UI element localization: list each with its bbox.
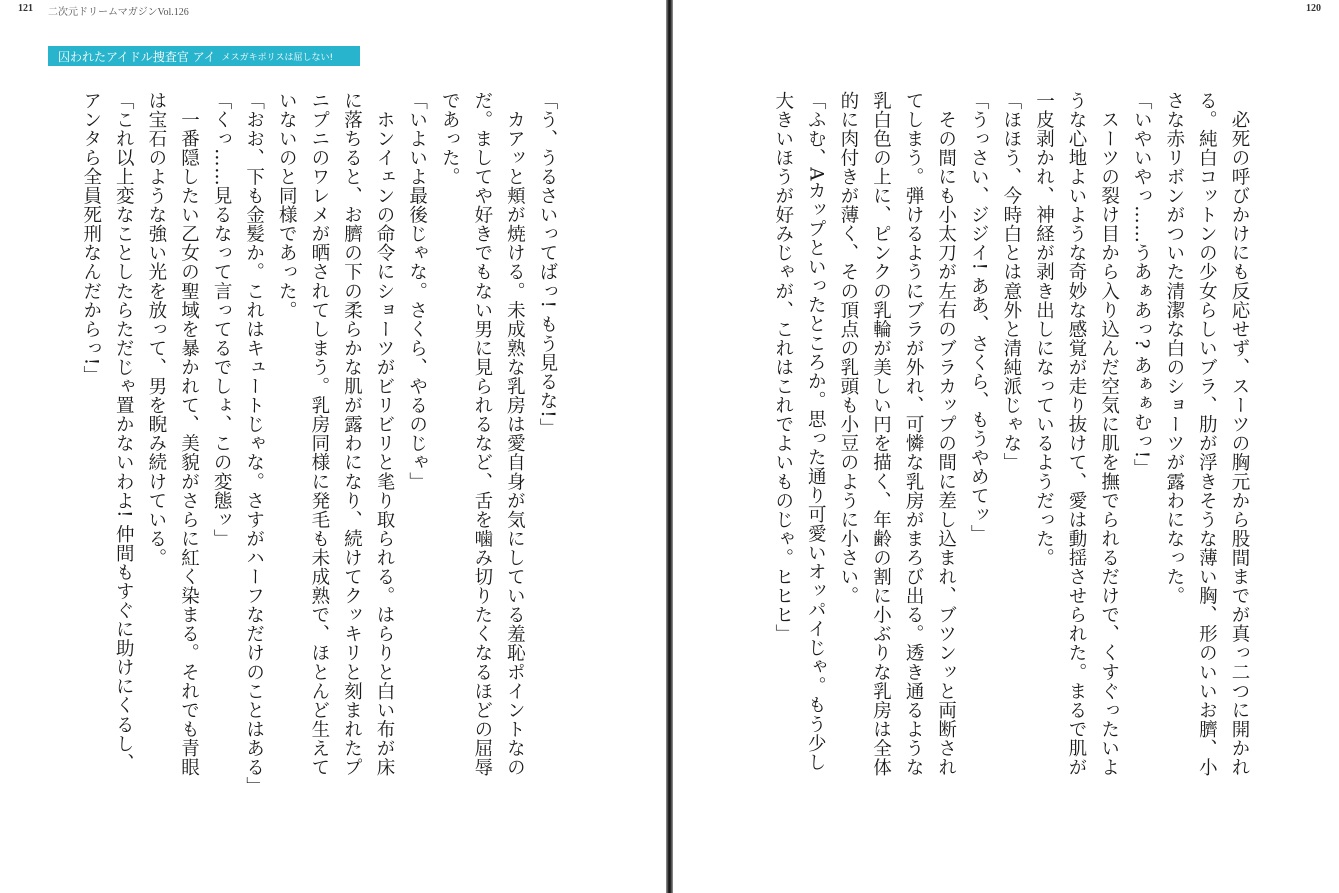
text-line: さな赤リボンがついた清潔な白のショーツが露わになった。	[1163, 91, 1185, 606]
text-line: いないのと同様であった。	[276, 91, 298, 320]
text-line: うな心地よいような奇妙な感覚が走り抜けて、愛は動揺させられた。まるで肌が	[1066, 91, 1088, 777]
text-line: であった。	[439, 91, 461, 187]
text-line: 「いやいやっ……うあぁあっ? あぁぁむっ!」	[1131, 91, 1153, 478]
book-spine	[666, 0, 673, 893]
text-line: てしまう。弾けるようにブラが外れ、可憐な乳房がまろび出る。透き通るような	[903, 91, 925, 777]
right-page	[673, 0, 1339, 893]
text-line: 乳白色の上に、ピンクの乳輪が美しい円を描く、年齢の割に小ぶりな乳房は全体	[870, 91, 892, 777]
text-line: スーツの裂け目から入り込んだ空気に肌を撫でられるだけで、くすぐったいよ	[1098, 91, 1120, 777]
text-line: 「いよいよ最後じゃな。さくら、やるのじゃ」	[406, 91, 428, 492]
text-line: アンタら全員死刑なんだからっ!」	[80, 91, 102, 385]
text-line: 一皮剥かれ、神経が剥き出しになっているようだった。	[1033, 91, 1055, 568]
text-line: 「う、うるさいってばっ! もう見るな!」	[537, 91, 558, 438]
right-page-number: 120	[1306, 3, 1321, 14]
text-line: だ。ましてや好きでもない男に見られるなど、舌を噛み切りたくなるほどの屈辱	[471, 91, 493, 777]
text-line: 一番隠したい乙女の聖域を暴かれて、美貌がさらに紅く染まる。それでも青眼	[178, 91, 200, 777]
text-line: 大きいほうが好みじゃが、これはこれでよいものじゃ。ヒヒヒ」	[772, 91, 794, 644]
text-line: 「ふむ、Aカップといったところか。思った通り可愛いオッパイじゃ。もう少し	[805, 91, 827, 772]
left-body-text	[74, 91, 563, 811]
text-line: ニプニのワレメが晒されてしまう。乳房同様に発毛も未成熟で、ほとんど生えて	[308, 91, 330, 777]
left-page	[0, 0, 666, 893]
text-line: カアッと頬が焼ける。未成熟な乳房は愛自身が気にしている羞恥ポイントなの	[504, 91, 526, 777]
story-subtitle: メスガキポリスは屈しない!	[221, 52, 334, 63]
story-title: 囚われたアイドル捜査官 アイ	[58, 49, 216, 64]
text-line: は宝石のような強い光を放って、男を睨み続けている。	[145, 91, 167, 568]
left-page-number: 121	[18, 3, 33, 14]
text-line: る。純白コットンの少女らしいブラ、肋が浮きそうな薄い胸、形のいいお臍、小	[1196, 91, 1218, 777]
text-line: その間にも小太刀が左右のブラカップの間に差し込まれ、ブツンッと両断され	[935, 91, 957, 777]
right-body-text	[766, 91, 1255, 811]
text-line: 「ほほう、今時白とは意外と清純派じゃな」	[1000, 91, 1022, 472]
text-line: 必死の呼びかけにも反応せず、スーツの胸元から股間までが真っ二つに開かれ	[1229, 91, 1250, 777]
text-line: 的に肉付きが薄く、その頂点の乳頭も小豆のように小さい。	[837, 91, 859, 606]
magazine-title: 二次元ドリームマガジンVol.126	[48, 7, 189, 18]
text-line: 「うっさい、ジジイ! ああ、さくら、もうやめてッ」	[968, 91, 990, 544]
story-title-banner	[48, 46, 360, 66]
text-line: 「くっ……見るなって言ってるでしょ、この変態ッ」	[211, 91, 233, 549]
text-line: 「おお、下も金髪か。これはキュートじゃな。さすがハーフなだけのことはある」	[243, 91, 265, 796]
text-line: に落ちると、お臍の下の柔らかな肌が露わになり、続けてクッキリと刻まれたプ	[341, 91, 363, 777]
text-line: 「これ以上変なことしたらただじゃ置かないわよ! 仲間もすぐに助けにくるし、	[113, 91, 135, 773]
text-line: ホンイェンの命令にショーツがビリビリと毟り取られる。はらりと白い布が床	[374, 91, 396, 777]
